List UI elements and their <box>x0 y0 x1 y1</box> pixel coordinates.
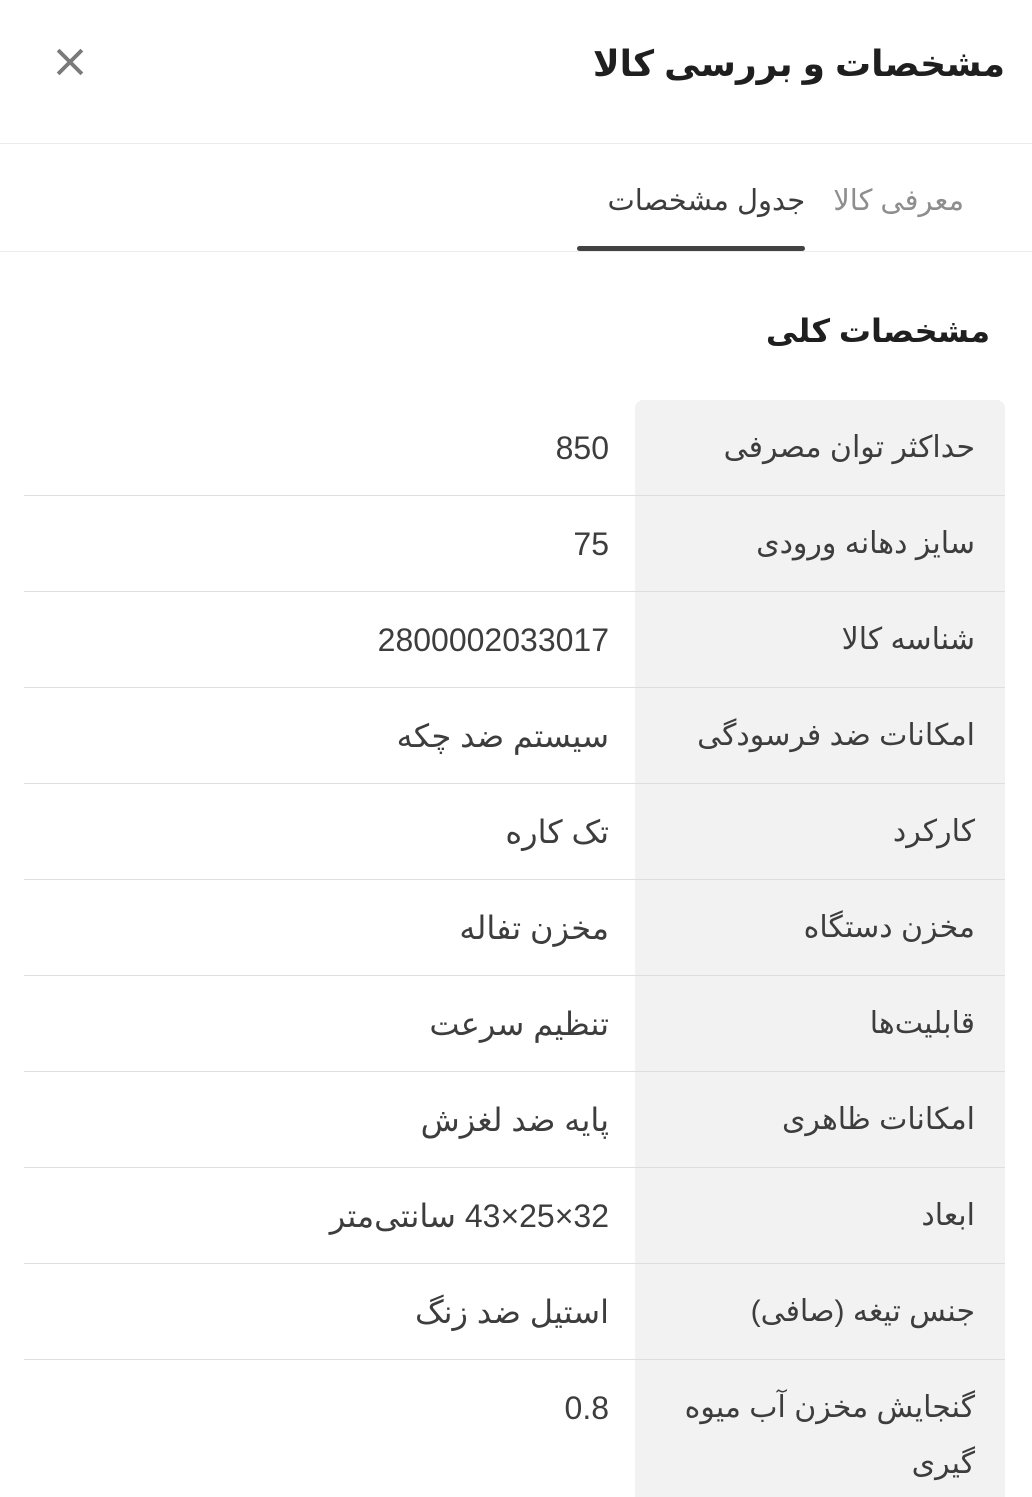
spec-label-cell: کارکرد <box>635 784 1005 879</box>
spec-label-cell: شناسه کالا <box>635 592 1005 687</box>
table-row <box>24 976 1005 1072</box>
table-row <box>24 592 1005 688</box>
page-title: مشخصات و بررسی کالا <box>592 43 1005 84</box>
spec-value-cell: 32×25×43 سانتی‌متر <box>329 1198 609 1234</box>
spec-table <box>24 400 1005 1497</box>
spec-value-cell: استیل ضد زنگ <box>415 1294 609 1330</box>
table-row <box>24 1072 1005 1168</box>
spec-label-cell: جنس تیغه (صافی) <box>635 1264 1005 1359</box>
spec-value-cell: پایه ضد لغزش <box>420 1102 609 1138</box>
table-row <box>24 1264 1005 1360</box>
spec-value-cell: 850 <box>555 430 609 466</box>
spec-value-cell: 0.8 <box>564 1390 609 1426</box>
spec-value-cell: مخزن تفاله <box>459 910 609 946</box>
table-row <box>24 1360 1005 1497</box>
spec-label-cell: امکانات ضد فرسودگی <box>635 688 1005 783</box>
sheet-header <box>0 0 1032 144</box>
spec-label-cell: امکانات ظاهری <box>635 1072 1005 1167</box>
spec-label-cell: گنجایش مخزن آب میوه گیری <box>635 1360 1005 1497</box>
spec-label-cell: قابلیت‌ها <box>635 976 1005 1071</box>
spec-label-cell: حداکثر توان مصرفی <box>635 400 1005 495</box>
spec-value-cell: تک کاره <box>505 814 609 850</box>
close-icon <box>52 44 88 80</box>
spec-label-cell: سایز دهانه ورودی <box>635 496 1005 591</box>
section-title: مشخصات کلی <box>765 313 990 349</box>
table-row <box>24 784 1005 880</box>
table-row <box>24 880 1005 976</box>
spec-value-cell: سیستم ضد چکه <box>396 718 609 754</box>
spec-value-cell: 75 <box>573 526 609 562</box>
spec-label-cell: ابعاد <box>635 1168 1005 1263</box>
spec-label-cell: مخزن دستگاه <box>635 880 1005 975</box>
spec-value-cell: 2800002033017 <box>377 622 609 658</box>
tab-product-intro[interactable]: معرفی کالا <box>833 144 964 251</box>
table-row <box>24 400 1005 496</box>
close-button[interactable] <box>48 40 92 84</box>
tab-spec-table[interactable]: جدول مشخصات <box>577 144 805 251</box>
table-row <box>24 688 1005 784</box>
spec-value-cell: تنظیم سرعت <box>429 1006 609 1042</box>
table-row <box>24 1168 1005 1264</box>
tab-bar <box>0 144 1032 252</box>
table-row <box>24 496 1005 592</box>
